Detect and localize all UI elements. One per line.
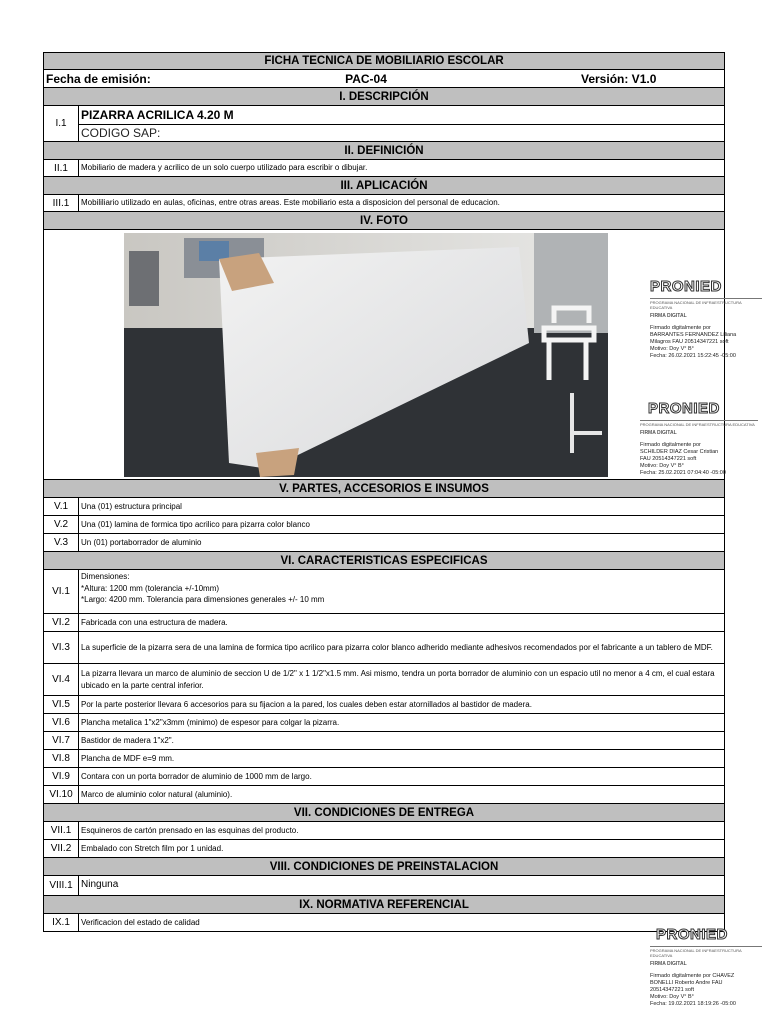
signature-line: Fecha: 26.02.2021 15:22:45 -05:00 (650, 352, 736, 359)
item-number: VI.8 (44, 750, 79, 767)
caracteristicas-row (43, 632, 725, 664)
digital-signature-stamp (650, 278, 762, 359)
pronied-logo: PRONIED (656, 926, 728, 943)
item-number: VI.2 (44, 614, 79, 631)
section-title: II. DEFINICIÓN (344, 144, 424, 157)
logo-subtitle: PROGRAMA NACIONAL DE INFRAESTRUCTURA EDUCATIVA (640, 420, 758, 427)
item-number: II.1 (44, 160, 79, 176)
entrega-row (43, 822, 725, 840)
section-title: VII. CONDICIONES DE ENTREGA (293, 806, 475, 819)
signature-line: Fecha: 19.02.2021 18:19:26 -05:00 (650, 1000, 736, 1007)
digital-signature-stamp (640, 400, 758, 476)
item-text: Por la parte posterior llevara 6 accesorios para su fijacion a la pared, los cuales deben estar atornillados al bastidor de madera. (81, 699, 532, 709)
partes-row (43, 516, 725, 534)
caracteristicas-row (43, 732, 725, 750)
signature-line: FAU 20514347221 soft (640, 455, 697, 462)
codigo-sap-label: CODIGO SAP: (81, 126, 161, 140)
item-number: V.3 (44, 534, 79, 551)
caracteristicas-row (43, 768, 725, 786)
entrega-row (43, 840, 725, 858)
signature-line: Milagros FAU 20514347221 soft (650, 338, 729, 345)
descripcion-content (79, 106, 724, 141)
photo-row (43, 230, 725, 480)
signature-line: BARRANTES FERNANDEZ Liliana (650, 331, 737, 338)
signature-line: BONELLI Roberto Andre FAU (650, 979, 723, 986)
item-text: Mobiliario de madera y acrilico de un solo cuerpo utilizado para escribir o dibujar. (81, 163, 368, 173)
logo-subtitle: PROGRAMA NACIONAL DE INFRAESTRUCTURA EDUCATIVA (650, 946, 762, 958)
firma-digital-label: FIRMA DIGITAL (640, 429, 677, 436)
signature-line: Motivo: Doy V° B° (650, 345, 694, 352)
signature-line: 20514347221 soft (650, 986, 695, 993)
section-title: VIII. CONDICIONES DE PREINSTALACION (269, 860, 499, 873)
dimensiones-label: Dimensiones: (81, 572, 130, 581)
document-code: PAC-04 (345, 71, 387, 86)
caracteristicas-row (43, 714, 725, 732)
section-title: I. DESCRIPCIÓN (339, 90, 429, 103)
item-number: V.2 (44, 516, 79, 533)
item-number: VIII.1 (44, 876, 79, 895)
pronied-logo: PRONIED (648, 400, 720, 417)
section-header-entrega (43, 804, 725, 822)
item-number: VI.5 (44, 696, 79, 713)
item-number: VII.2 (44, 840, 79, 857)
section-title: V. PARTES, ACCESORIOS E INSUMOS (279, 482, 489, 495)
caracteristicas-row (43, 614, 725, 632)
section-header-descripcion (43, 88, 725, 106)
ficha-tecnica (43, 52, 725, 932)
product-photo (124, 233, 608, 477)
signature-line: Motivo: Doy V° B° (650, 993, 694, 1000)
section-header-caracteristicas (43, 552, 725, 570)
normativa-row (43, 914, 725, 932)
section-title: III. APLICACIÓN (340, 179, 428, 192)
item-text: Esquineros de cartón prensado en las esquinas del producto. (81, 825, 299, 835)
item-number: IX.1 (44, 914, 79, 931)
logo-subtitle: PROGRAMA NACIONAL DE INFRAESTRUCTURA EDUCATIVA (650, 298, 762, 310)
item-text: Fabricada con una estructura de madera. (81, 617, 228, 627)
aplicacion-row (43, 195, 725, 212)
section-header-normativa (43, 896, 725, 914)
item-text: Verificacion del estado de calidad (81, 917, 200, 927)
item-text: Marco de aluminio color natural (aluminio). (81, 789, 233, 799)
document-title: FICHA TECNICA DE MOBILIARIO ESCOLAR (264, 55, 504, 67)
item-text: Mobililiario utilizado en aulas, oficinas, entre otras areas. Este mobiliario esta a disposicion del personal de educacion. (81, 198, 500, 208)
caracteristicas-row (43, 570, 725, 614)
item-number: VII.1 (44, 822, 79, 839)
firma-digital-label: FIRMA DIGITAL (650, 312, 687, 319)
definicion-row (43, 160, 725, 177)
item-text: Plancha metalica 1"x2"x3mm (minimo) de espesor para colgar la pizarra. (81, 717, 340, 727)
largo-text: *Largo: 4200 mm. Tolerancia para dimensiones generales +/- 10 mm (81, 595, 325, 605)
item-number: VI.1 (44, 570, 79, 613)
signature-line: Firmado digitalmente por (640, 442, 701, 448)
item-text: Ninguna (81, 879, 119, 891)
digital-signature-stamp (650, 926, 762, 1007)
signature-line: SCHILDER DIAZ Cesar Cristian (640, 448, 719, 455)
document-version: Versión: V1.0 (581, 71, 657, 86)
item-text: Embalado con Stretch film por 1 unidad. (81, 843, 224, 853)
firma-digital-label: FIRMA DIGITAL (650, 960, 687, 967)
item-text: Una (01) lamina de formica tipo acrilico para pizarra color blanco (81, 519, 310, 529)
signature-line: Motivo: Doy V° B° (640, 462, 684, 469)
caracteristicas-row (43, 664, 725, 696)
meta-row (43, 70, 725, 88)
section-header-partes (43, 480, 725, 498)
dimensiones-text (79, 570, 724, 613)
item-number: VI.6 (44, 714, 79, 731)
caracteristicas-row (43, 750, 725, 768)
signature-line: Fecha: 25.02.2021 07:04:40 -05:00 (640, 469, 726, 476)
item-text: Una (01) estructura principal (81, 501, 182, 511)
item-number: VI.10 (44, 786, 79, 803)
section-header-preinstalacion (43, 858, 725, 876)
altura-text: *Altura: 1200 mm (tolerancia +/-10mm) (81, 583, 220, 593)
item-number: VI.9 (44, 768, 79, 785)
descripcion-row (43, 106, 725, 142)
item-number: III.1 (44, 195, 79, 211)
product-name: PIZARRA ACRILICA 4.20 M (79, 106, 724, 125)
item-number: VI.4 (44, 664, 79, 695)
item-text: Bastidor de madera 1"x2". (81, 735, 174, 745)
section-header-definicion (43, 142, 725, 160)
partes-row (43, 534, 725, 552)
section-header-aplicacion (43, 177, 725, 195)
section-title: IV. FOTO (360, 214, 408, 227)
pronied-logo: PRONIED (650, 278, 722, 295)
signature-line: Firmado digitalmente por (650, 325, 711, 331)
partes-row (43, 498, 725, 516)
fecha-emision-label: Fecha de emisión: (46, 71, 151, 86)
signature-line: Firmado digitalmente por CHAVEZ (650, 973, 735, 979)
item-text: Contara con un porta borrador de aluminio de 1000 mm de largo. (81, 771, 312, 781)
section-header-foto (43, 212, 725, 230)
item-number: I.1 (44, 106, 79, 141)
section-title: VI. CARACTERISTICAS ESPECIFICAS (280, 554, 488, 567)
document-title-row (43, 52, 725, 70)
item-number: VI.3 (44, 632, 79, 663)
preinstalacion-row (43, 876, 725, 896)
item-text: Plancha de MDF e=9 mm. (81, 753, 175, 763)
section-title: IX. NORMATIVA REFERENCIAL (299, 898, 469, 911)
item-text: La pizarra llevara un marco de aluminio de seccion U de 1/2" x 1 1/2"x1.5 mm. Asi mismo, tendra un porta borrador de aluminio con un espacio util no menor a 4 cm, el cual estara ubicado en la parte central inferior. (81, 668, 715, 690)
item-number: V.1 (44, 498, 79, 515)
item-text: Un (01) portaborrador de aluminio (81, 537, 202, 547)
caracteristicas-row (43, 696, 725, 714)
item-number: VI.7 (44, 732, 79, 749)
item-text: La superficie de la pizarra sera de una lamina de formica tipo acrilico para pizarra color blanco adherido mediante adhesivos recomendados por el fabricante a un tablero de MDF. (81, 642, 713, 652)
caracteristicas-row (43, 786, 725, 804)
